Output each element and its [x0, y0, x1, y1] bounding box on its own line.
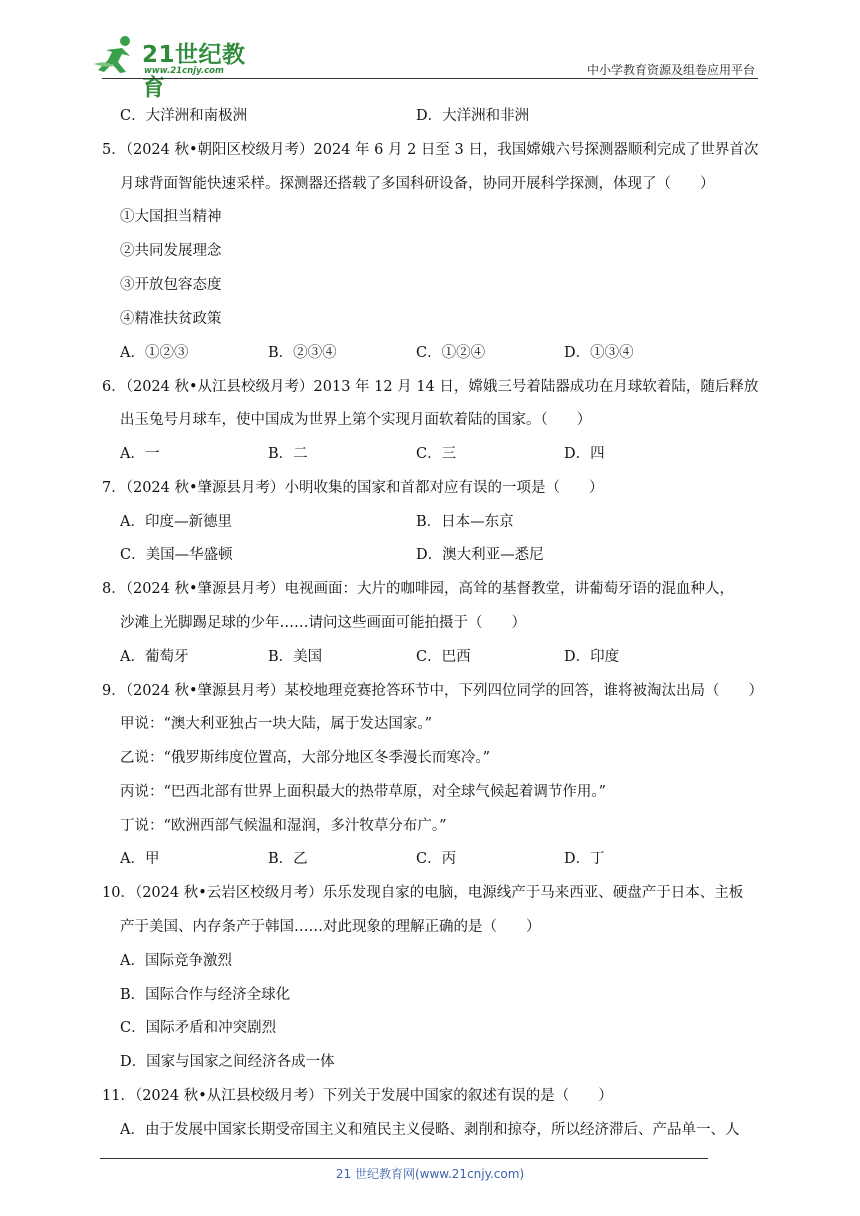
q7-option-a: A．印度—新德里	[120, 514, 232, 530]
q10-stem-line2: 产于美国、内存条产于韩国……对此现象的理解正确的是（ ）	[120, 919, 541, 935]
q9-statement-4: 丁说：“欧洲西部气候温和湿润，多汁牧草分布广。”	[120, 818, 447, 834]
platform-name: 中小学教育资源及组卷应用平台	[586, 63, 755, 77]
q4-option-d: D．大洋洲和非洲	[416, 108, 530, 124]
site-logo	[92, 34, 262, 101]
q7-stem-line1: 7．（2024 秋•肇源县月考）小明收集的国家和首都对应有误的一项是（ ）	[102, 480, 604, 496]
q6-option-b: B．二	[268, 446, 308, 462]
q8-option-a: A．葡萄牙	[120, 649, 189, 665]
q10-option-b: B．国际合作与经济全球化	[120, 987, 291, 1003]
q9-statement-3: 丙说：“巴西北部有世界上面积最大的热带草原，对全球气候起着调节作用。”	[120, 784, 607, 800]
q5-option-c: C．①②④	[416, 345, 486, 361]
q9-statement-2: 乙说：“俄罗斯纬度位置高，大部分地区冬季漫长而寒冷。”	[120, 750, 491, 766]
q10-option-c: C．国际矛盾和冲突剧烈	[120, 1020, 277, 1036]
q6-option-c: C．三	[416, 446, 457, 462]
q7-option-d: D．澳大利亚—悉尼	[416, 547, 544, 563]
q5-option-a: A．①②③	[120, 345, 189, 361]
logo-url: www.21cnjy.com	[144, 66, 224, 76]
q6-option-d: D．四	[564, 446, 605, 462]
q8-option-d: D．印度	[564, 649, 620, 665]
q9-option-a: A．甲	[120, 851, 160, 867]
q5-item-3: ③开放包容态度	[120, 277, 222, 293]
q9-option-c: C．丙	[416, 851, 457, 867]
logo-text: 21世纪教育	[142, 42, 246, 101]
q8-stem-line2: 沙滩上光脚踢足球的少年……请问这些画面可能拍摄于（ ）	[120, 615, 526, 631]
q11-option-a: A．由于发展中国家长期受帝国主义和殖民主义侵略、剥削和掠夺，所以经济滞后、产品单一、人	[120, 1122, 740, 1138]
q5-stem-line2: 月球背面智能快速采样。探测器还搭载了多国科研设备，协同开展科学探测，体现了（ ）	[120, 176, 715, 192]
q9-stem-line1: 9．（2024 秋•肇源县月考）某校地理竞赛抢答环节中，下列四位同学的回答，谁将被淘汰出局（ ）	[102, 683, 764, 699]
header-divider	[102, 78, 758, 79]
q10-option-a: A．国际竞争激烈	[120, 953, 232, 969]
q5-stem-line1: 5．（2024 秋•朝阳区校级月考）2024 年 6 月 2 日至 3 日，我国嫦娥六号探测器顺利完成了世界首次	[102, 142, 759, 158]
runner-logo-icon	[92, 34, 140, 76]
q9-statement-1: 甲说：“澳大利亚独占一块大陆，属于发达国家。”	[120, 716, 433, 732]
q8-option-c: C．巴西	[416, 649, 471, 665]
q9-option-d: D．丁	[564, 851, 605, 867]
q5-item-2: ②共同发展理念	[120, 243, 222, 259]
q8-option-b: B．美国	[268, 649, 323, 665]
q5-item-4: ④精准扶贫政策	[120, 311, 222, 327]
q10-stem-line1: 10．（2024 秋•云岩区校级月考）乐乐发现自家的电脑，电源线产于马来西亚、硬盘产于日本、主板	[102, 885, 744, 901]
q8-stem-line1: 8．（2024 秋•肇源县月考）电视画面：大片的咖啡园，高耸的基督教堂，讲葡萄牙语的混血种人，	[102, 581, 735, 597]
q7-option-b: B．日本—东京	[416, 514, 514, 530]
q6-stem-line1: 6．（2024 秋•从江县校级月考）2013 年 12 月 14 日，嫦娥三号着陆器成功在月球软着陆，随后释放	[102, 379, 759, 395]
q10-option-d: D．国家与国家之间经济各成一体	[120, 1054, 335, 1070]
q5-item-1: ①大国担当精神	[120, 209, 222, 225]
q5-option-b: B．②③④	[268, 345, 337, 361]
footer-divider	[100, 1158, 708, 1159]
q11-stem-line1: 11．（2024 秋•从江县校级月考）下列关于发展中国家的叙述有误的是（ ）	[102, 1088, 613, 1104]
page-header	[0, 0, 860, 101]
footer-text: 21 世纪教育网(www.21cnjy.com)	[335, 1167, 525, 1181]
q7-option-c: C．美国—华盛顿	[120, 547, 233, 563]
q4-option-c: C．大洋洲和南极洲	[120, 108, 248, 124]
q6-option-a: A．一	[120, 446, 160, 462]
q6-stem-line2: 出玉兔号月球车，使中国成为世界上第个实现月面软着陆的国家。（ ）	[120, 412, 592, 428]
q9-option-b: B．乙	[268, 851, 308, 867]
q5-option-d: D．①③④	[564, 345, 634, 361]
